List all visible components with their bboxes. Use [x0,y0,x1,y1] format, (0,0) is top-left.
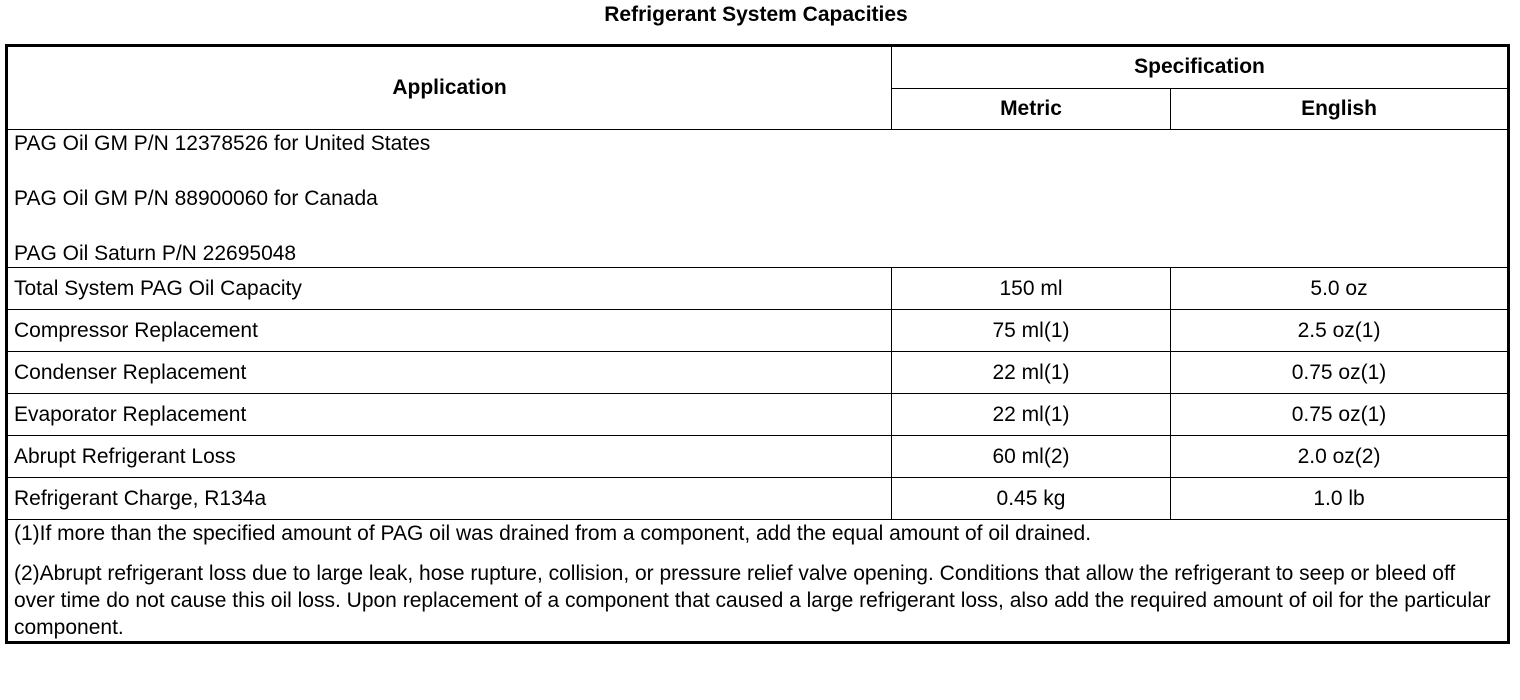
row-english: 1.0 lb [1171,478,1509,520]
header-row [7,46,1509,89]
header-application: Application [7,46,892,130]
row-metric: 75 ml(1) [892,310,1171,352]
oil-type-canada: PAG Oil GM P/N 88900060 for Canada [14,187,378,210]
table-row [7,394,1509,436]
row-application: Refrigerant Charge, R134a [7,478,892,520]
table-row [7,268,1509,310]
footnote-1: (1)If more than the specified amount of PAG oil was drained from a component, add the equal amount of oil drained. [14,522,1092,545]
row-english: 0.75 oz(1) [1171,352,1509,394]
row-application: Compressor Replacement [7,310,892,352]
row-english: 0.75 oz(1) [1171,394,1509,436]
oil-type-us: PAG Oil GM P/N 12378526 for United States [14,132,431,155]
page-title: Refrigerant System Capacities [604,3,908,26]
footnote-2: (2)Abrupt refrigerant loss due to large leak, hose rupture, collision, or pressure relief valve opening. Conditions that allow the refrigerant to seep or bleed off over time do not cause this oil loss. Upon replacement of a component that caused a large refrigerant loss, also add the required amount of oil for the particular component. [14,562,1491,639]
row-application: Abrupt Refrigerant Loss [7,436,892,478]
row-metric: 150 ml [892,268,1171,310]
oil-types-cell [7,130,1509,268]
table-row [7,478,1509,520]
row-metric: 0.45 kg [892,478,1171,520]
table-row [7,310,1509,352]
header-specification: Specification [892,46,1509,89]
table-row [7,436,1509,478]
row-metric: 22 ml(1) [892,394,1171,436]
notes-cell [7,520,1509,643]
header-english: English [1171,88,1509,130]
notes-row [7,520,1509,643]
table-row [7,352,1509,394]
row-metric: 22 ml(1) [892,352,1171,394]
oil-type-saturn: PAG Oil Saturn P/N 22695048 [14,242,297,265]
row-application: Condenser Replacement [7,352,892,394]
row-application: Evaporator Replacement [7,394,892,436]
row-english: 2.5 oz(1) [1171,310,1509,352]
row-application: Total System PAG Oil Capacity [7,268,892,310]
row-english: 5.0 oz [1171,268,1509,310]
row-english: 2.0 oz(2) [1171,436,1509,478]
row-metric: 60 ml(2) [892,436,1171,478]
capacities-table [5,44,1510,644]
oil-types-row [7,130,1509,268]
header-metric: Metric [892,88,1171,130]
